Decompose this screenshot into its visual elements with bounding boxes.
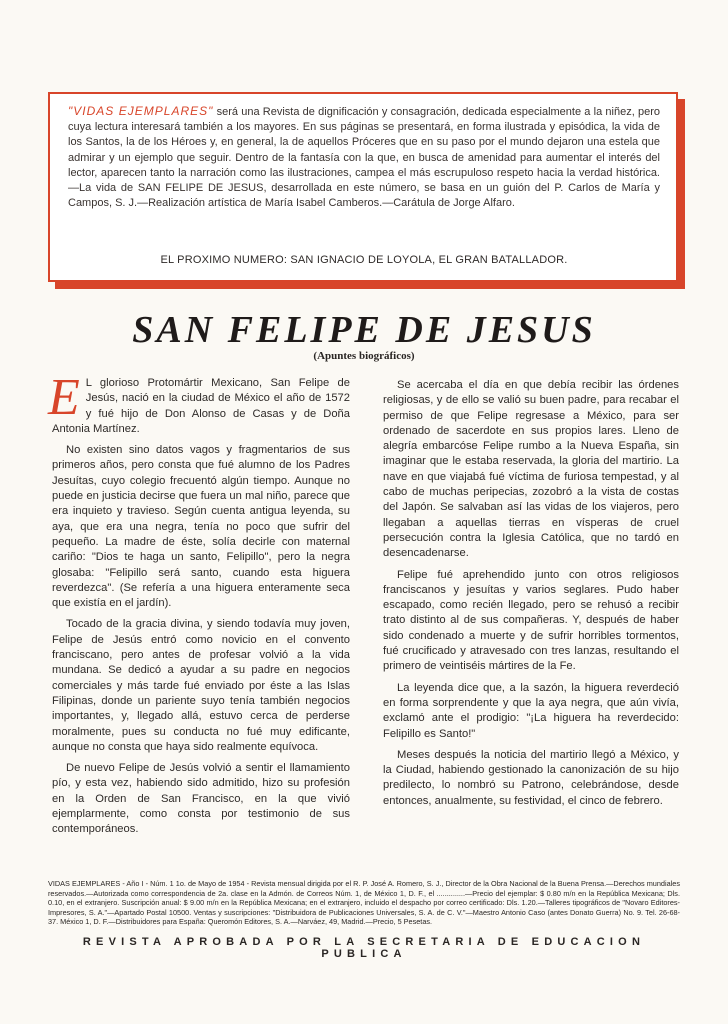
article-column-left (48, 369, 350, 844)
imprint-text: VIDAS EJEMPLARES - Año I - Núm. 1 1o. de Mayo de 1954 - Revista mensual dirigida por el R. P. José A. Romero, S. J., Director de la Obra Nacional de la Buena Prensa.—Derechos mundiales reservados.—Autorizada como correspondencia de 2a. clase en la Admón. de Correos Núm. 1, de México 1, D. F., el ..............—Precio del ejemplar: $ 0.80 m/n en la República Mexicana; Dls. 0.10, en el extranjero. Suscripción anual: $ 9.00 m/n en la República Mexicana; en el extranjero, incluido el despacho por correo certificado: Dls. 1.20.—Talleres tipográficos de "Novaro Editores-Impresores, S. A."—Apartado Postal 10500. Ventas y suscripciones: "Distribuidora de Publicaciones Universales, S. A. de C. V."—Maestro Antonio Caso (antes Donato Guerra) No. 9. Tel. 26-68-37. México 1, D. F.—Distribuidores para España: Queromón Editores, S. A.—Narváez, 49, Madrid.—Precio, 5 Pesetas. (48, 879, 680, 927)
intro-paragraph (68, 104, 660, 211)
intro-box (48, 92, 678, 282)
article-paragraph: E L glorioso Protomártir Mexicano, San Felipe de Jesús, nació en la ciudad de México el año de 1572 y fué hijo de Don Alonso de Casas y de Doña Antonia Martínez. (48, 369, 350, 435)
approval-line: REVISTA APROBADA POR LA SECRETARIA DE EDUCACION PUBLICA (82, 936, 646, 960)
next-issue-notice: EL PROXIMO NUMERO: SAN IGNACIO DE LOYOLA, EL GRAN BATALLADOR. (160, 254, 568, 266)
article-paragraph: Tocado de la gracia divina, y siendo todavía muy joven, Felipe de Jesús entró como novicio en el convento franciscano, pero antes de profesar volvió a la vida mundana. Se dedicó a ayudar a su padre en negocios comerciales y más tarde fué enviado por éste a las Islas Filipinas, donde un pariente suyo tenía también negocios importantes, y, llegado allá, estuvo cerca de perderse moralmente, pues su conducta no fué muy edificante, aunque no consta que haya sido realmente equívoca. (52, 618, 350, 753)
article-title: SAN FELIPE DE JESUS (132, 309, 596, 351)
article-subtitle: (Apuntes biográficos) (313, 350, 415, 362)
magazine-name: "VIDAS EJEMPLARES" (68, 104, 214, 118)
article-paragraph: La leyenda dice que, a la sazón, la higuera reverdeció en forma sorprendente y que la aya negra, que aún vivía, exclamó ante el prodigio: "¡La higuera ha reverdecido: Felipillo es Santo!" (383, 681, 679, 740)
article-paragraph: De nuevo Felipe de Jesús volvió a sentir el llamamiento pío, y esta vez, habiendo sido admitido, hizo su profesión en la Orden de San Francisco, en la que vivió ejemplarmente, como consta por testimonio de sus contemporáneos. (52, 762, 350, 836)
drop-cap: E (48, 369, 80, 426)
article-paragraph: Meses después la noticia del martirio llegó a México, y la Ciudad, habiendo gestionado la canonización de su hijo predilecto, lo nombró su Patrono, celebrándose, desde entonces, anualmente, su festividad, el cinco de febrero. (383, 748, 679, 807)
article-column-right (383, 378, 679, 815)
article-paragraph: Se acercaba el día en que debía recibir las órdenes religiosas, y de ello se valió su buen padre, para recabar el permiso de que Felipe regresase a México, para ser ordenado de sacerdote en sus propios lares. Lleno de alegría embarcóse Felipe rumbo a la Nueva España, sin imaginar que le estaba reservada, la gloria del martirio. La nave en que viajabá fué víctima de furiosa tempestad, y al cabo de muchas peripecias, zozobró a la vista de costas del Japón. Se salvaban así las vidas de los viajeros, pero llegaban a aquellas tierras en vísperas de cruel persecución contra la Iglesia Católica, que no tardó en desencadenarse. (383, 379, 679, 560)
intro-body: será una Revista de dignificación y consagración, dedicada especialmente a la niñez, pero cuya lectura interesará también a los mayores. En sus páginas se presentará, en forma ilustrada y episódica, la vida de los Santos, la de los Héroes y, en general, la de aquellos Próceres que en su paso por el mundo dejaron una estela que admirar y un ejemplo que seguir. Dentro de la fantasía con la que, en busca de amenidad para aumentar el interés del lector, aparecen tanto la narración como las ilustraciones, campea el más escrupuloso respeto hacia la verdad histórica.—La vida de SAN FELIPE DE JESUS, desarrollada en este número, se basa en un guión del P. Carlos de María y Campos, S. J.—Realización artística de María Isabel Camberos.—Carátula de Jorge Alfaro. (68, 106, 660, 210)
article-paragraph: No existen sino datos vagos y fragmentarios de sus primeros años, pero consta que fué alumno de los Padres Jesuítas, cuyo colegio frecuentó algún tiempo. Aunque no puede en justicia decirse que fuera un mal niño, parece que era inquieto y travieso. Según cuenta antigua leyenda, su aya, que era una negra, tenía no poco que sufrir del pequeño. La madre de éste, solía decirle con maternal cariño: "Dios te haga un santo, Felipillo", pero la negra glosaba: "Felipillo será santo, cuando esta higuera reverdezca". (Se refería a una higuera enteramente seca que existía en el jardín). (52, 444, 350, 610)
article-paragraph: Felipe fué aprehendido junto con otros religiosos franciscanos y jesuítas y varios seglares. Pudo haber escapado, como recién llegado, pero se rehusó a recibir trato distinto al de sus compañeras. Y, después de haber sido condenado a muerte y de sufrir horribles tormentos, fué crucificado y atravesado con tres lanzas, resultando el primero de veintiséis mártires de la Fe. (383, 568, 679, 673)
